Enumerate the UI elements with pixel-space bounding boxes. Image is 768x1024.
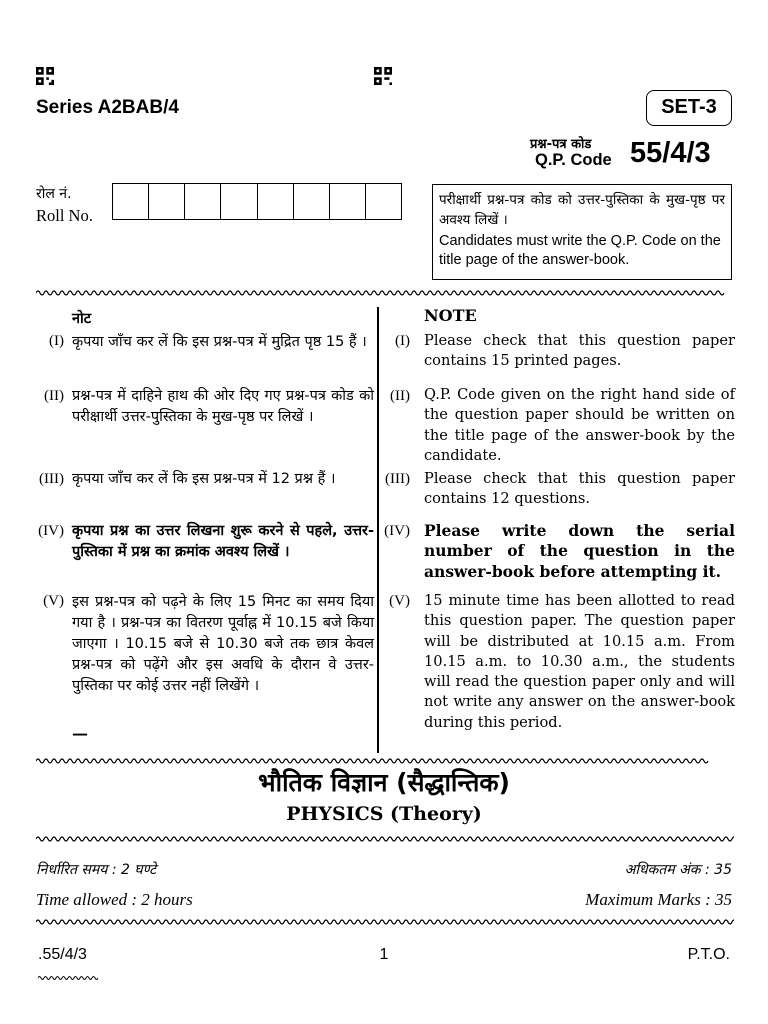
set-badge — [646, 90, 732, 126]
item-number-hindi: (V) — [43, 593, 64, 609]
roll-digit-box[interactable] — [258, 184, 294, 219]
roll-number-boxes[interactable] — [112, 183, 402, 220]
subject-title-hindi: भौतिक विज्ञान (सैद्धान्तिक) — [258, 768, 510, 797]
max-marks-hindi: अधिकतम अंक : 35 — [624, 862, 732, 878]
item-number-english: (V) — [389, 593, 410, 609]
note-item-english: 15 minute time has been allotted to read this question paper. The question paper will be distributed at 10.15 a.m. From 10.15 a.m. to 10.30 a.m., the students will read the question paper only and will not write any answer on the answer-book during this period. — [424, 592, 735, 731]
footer-code: .55/4/3 — [38, 946, 87, 963]
note-heading-hindi: नोट — [72, 311, 92, 327]
item-number-english: (IV) — [384, 523, 410, 539]
footer-wavy-underline — [38, 966, 98, 972]
roll-digit-box[interactable] — [185, 184, 221, 219]
set-label: SET-3 — [661, 96, 717, 118]
roll-digit-box[interactable] — [221, 184, 257, 219]
pto-label: P.T.O. — [687, 946, 730, 963]
qp-code-notice-box — [432, 184, 732, 280]
note-item-english: Please check that this question paper contains 15 printed pages. — [424, 332, 735, 370]
qp-code-value: 55/4/3 — [630, 137, 711, 169]
note-item-hindi: कृपया जाँच कर लें कि इस प्रश्न-पत्र में मुद्रित पृष्ठ 15 हैं । — [72, 334, 367, 350]
max-marks: Maximum Marks : 35 — [585, 890, 732, 909]
qp-code-label: Q.P. Code — [535, 151, 612, 169]
note-item-hindi: प्रश्न-पत्र में दाहिने हाथ की ओर दिए गए प्रश्न-पत्र कोड को परीक्षार्थी उत्तर-पुस्तिका के मुख-पृष्ठ पर लिखें । — [72, 388, 374, 425]
item-number-english: (I) — [395, 333, 410, 349]
note-item-hindi: कृपया प्रश्न का उत्तर लिखना शुरू करने से पहले, उत्तर-पुस्तिका में प्रश्न का क्रमांक अवश्य लिखें । — [72, 523, 374, 560]
item-number-hindi: (III) — [39, 471, 64, 487]
roll-digit-box[interactable] — [330, 184, 366, 219]
item-number-english: (II) — [390, 388, 410, 404]
note-heading-english: NOTE — [424, 306, 477, 325]
roll-digit-box[interactable] — [149, 184, 185, 219]
roll-label: Roll No. — [36, 206, 93, 225]
qr-code-icon — [36, 67, 54, 85]
note-item-english: Q.P. Code given on the right hand side of the question paper should be written on the title page of the answer-book by the candidate. — [424, 386, 735, 464]
item-number-hindi: (I) — [49, 333, 64, 349]
item-number-hindi: (II) — [44, 388, 64, 404]
item-number-hindi: (IV) — [38, 523, 64, 539]
notice-hindi: परीक्षार्थी प्रश्न-पत्र कोड को उत्तर-पुस्तिका के मुख-पृष्ठ पर अवश्य लिखें । — [439, 192, 725, 228]
roll-digit-box[interactable] — [113, 184, 149, 219]
item-number-english: (III) — [385, 471, 410, 487]
time-allowed-hindi: निर्धारित समय : 2 घण्टे — [36, 862, 157, 878]
qr-code-icon — [374, 67, 392, 85]
page-number: 1 — [379, 946, 389, 963]
wavy-divider — [36, 835, 734, 843]
series-label: Series A2BAB/4 — [36, 97, 179, 118]
roll-label-hindi: रोल नं. — [36, 186, 72, 202]
roll-digit-box[interactable] — [294, 184, 330, 219]
wavy-divider — [36, 289, 734, 297]
note-item-english: Please check that this question paper contains 12 questions. — [424, 470, 735, 508]
note-item-english: Please write down the serial number of the question in the answer-book before attempting it. — [424, 521, 735, 581]
note-item-hindi: कृपया जाँच कर लें कि इस प्रश्न-पत्र में 12 प्रश्न हैं । — [72, 471, 336, 487]
wavy-divider — [36, 757, 734, 765]
qp-code-hindi: प्रश्न-पत्र कोड — [530, 137, 592, 152]
notice-english: Candidates must write the Q.P. Code on the title page of the answer-book. — [439, 233, 721, 268]
time-allowed: Time allowed : 2 hours — [36, 890, 193, 909]
roll-digit-box[interactable] — [366, 184, 401, 219]
end-dash: — — [72, 724, 88, 743]
wavy-divider — [36, 918, 734, 926]
subject-title-english: PHYSICS (Theory) — [286, 803, 482, 825]
note-item-hindi: इस प्रश्न-पत्र को पढ़ने के लिए 15 मिनट का समय दिया गया है । प्रश्न-पत्र का वितरण पूर्वाह्न में 10.15 बजे किया जाएगा । 10.15 बजे से 10.30 बजे तक छात्र केवल प्रश्न-पत्र को पढ़ेंगे और इस अवधि के दौरान वे उत्तर-पुस्तिका पर कोई उत्तर नहीं लिखेंगे । — [72, 594, 374, 694]
